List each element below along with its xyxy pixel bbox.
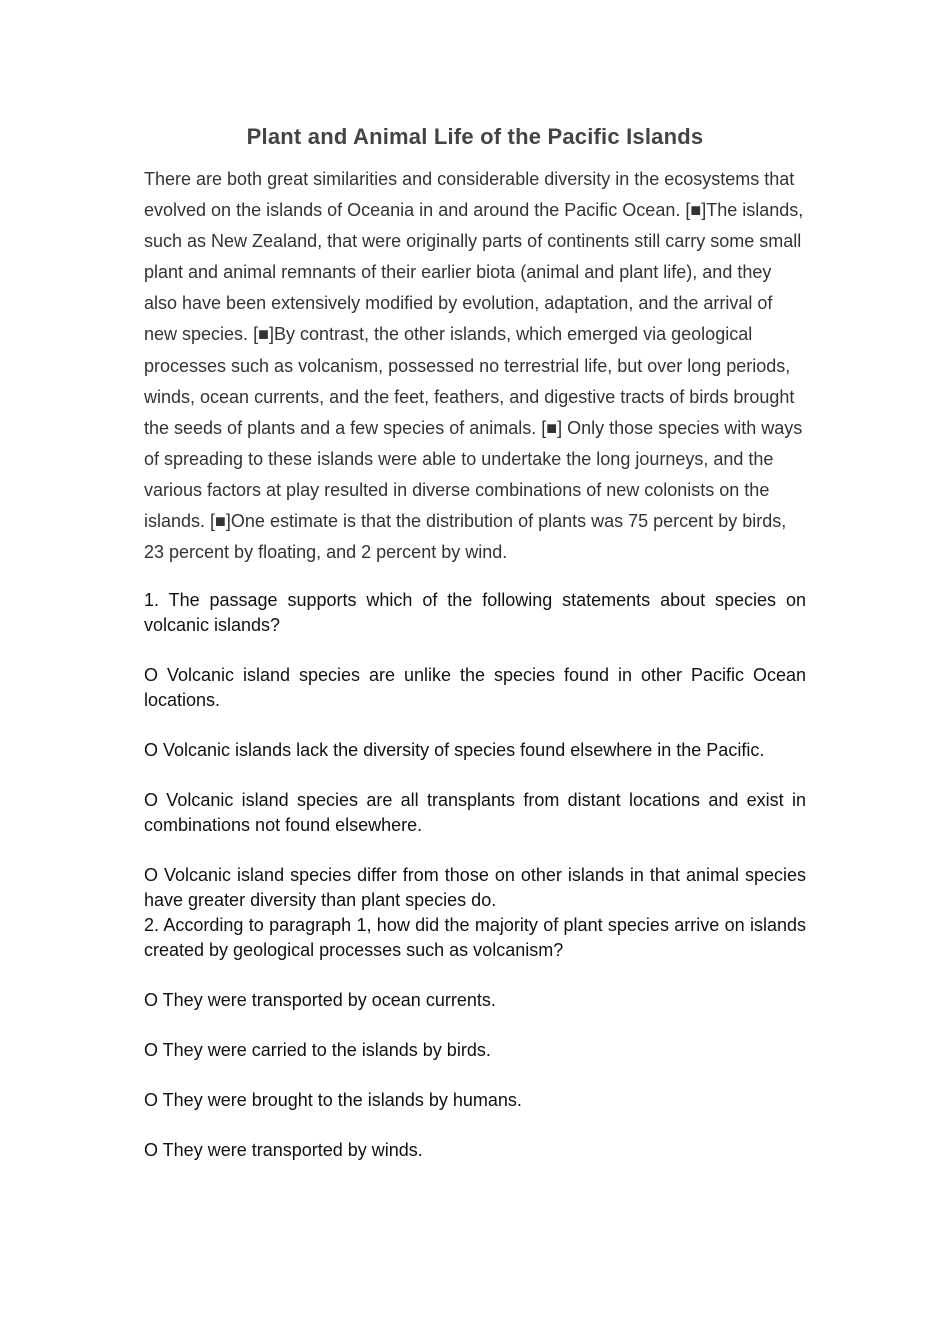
- question-1-option-c[interactable]: O Volcanic island species are all transplants from distant locations and exist in combinations not found elsewhere.: [144, 790, 806, 836]
- question-2-option-a[interactable]: O They were transported by ocean currents.: [144, 990, 496, 1011]
- question-1-option-b[interactable]: O Volcanic islands lack the diversity of species found elsewhere in the Pacific.: [144, 740, 765, 761]
- page-title: Plant and Animal Life of the Pacific Islands: [246, 124, 704, 149]
- insertion-marker: [■]: [685, 200, 707, 221]
- insertion-marker: [■]: [210, 511, 231, 532]
- question-1: 1. The passage supports which of the following statements about species on volcanic islands?: [144, 590, 806, 636]
- insertion-marker: [■]: [253, 324, 274, 345]
- document-page: [144, 124, 806, 1163]
- question-2-option-c[interactable]: O They were brought to the islands by humans.: [144, 1090, 522, 1111]
- question-2-option-b[interactable]: O They were carried to the islands by birds.: [144, 1040, 491, 1061]
- question-1-option-a[interactable]: O Volcanic island species are unlike the species found in other Pacific Ocean locations.: [144, 665, 806, 711]
- passage-sentence: There are both great similarities and considerable diversity in the ecosystems that evolved on the islands of Oceania in and around the Pacific Ocean.: [144, 169, 795, 221]
- reading-passage: [144, 164, 806, 568]
- question-1-option-d[interactable]: O Volcanic island species differ from those on other islands in that animal species have greater diversity than plant species do.: [144, 865, 806, 911]
- passage-sentence: The islands, such as New Zealand, that were originally parts of continents still carry some small plant and animal remnants of their earlier biota (animal and plant life), and they also have been extensively modified by evolution, adaptation, and the arrival of new species.: [144, 200, 804, 345]
- passage-sentence: Only those species with ways of spreading to these islands were able to undertake the long journeys, and the various factors at play resulted in diverse combinations of new colonists on the islands.: [144, 417, 803, 532]
- passage-sentence: One estimate is that the distribution of plants was 75 percent by birds, 23 percent by floating, and 2 percent by wind.: [144, 511, 787, 563]
- question-section: [144, 588, 806, 1163]
- question-2-option-d[interactable]: O They were transported by winds.: [144, 1140, 423, 1161]
- passage-sentence: By contrast, the other islands, which emerged via geological processes such as volcanism, possessed no terrestrial life, but over long periods, winds, ocean currents, and the feet, feathers, and digestive tracts of birds brought the seeds of plants and a few species of animals.: [144, 324, 795, 438]
- question-2: 2. According to paragraph 1, how did the majority of plant species arrive on islands created by geological processes such as volcanism?: [144, 915, 806, 961]
- insertion-marker: [■]: [541, 417, 563, 438]
